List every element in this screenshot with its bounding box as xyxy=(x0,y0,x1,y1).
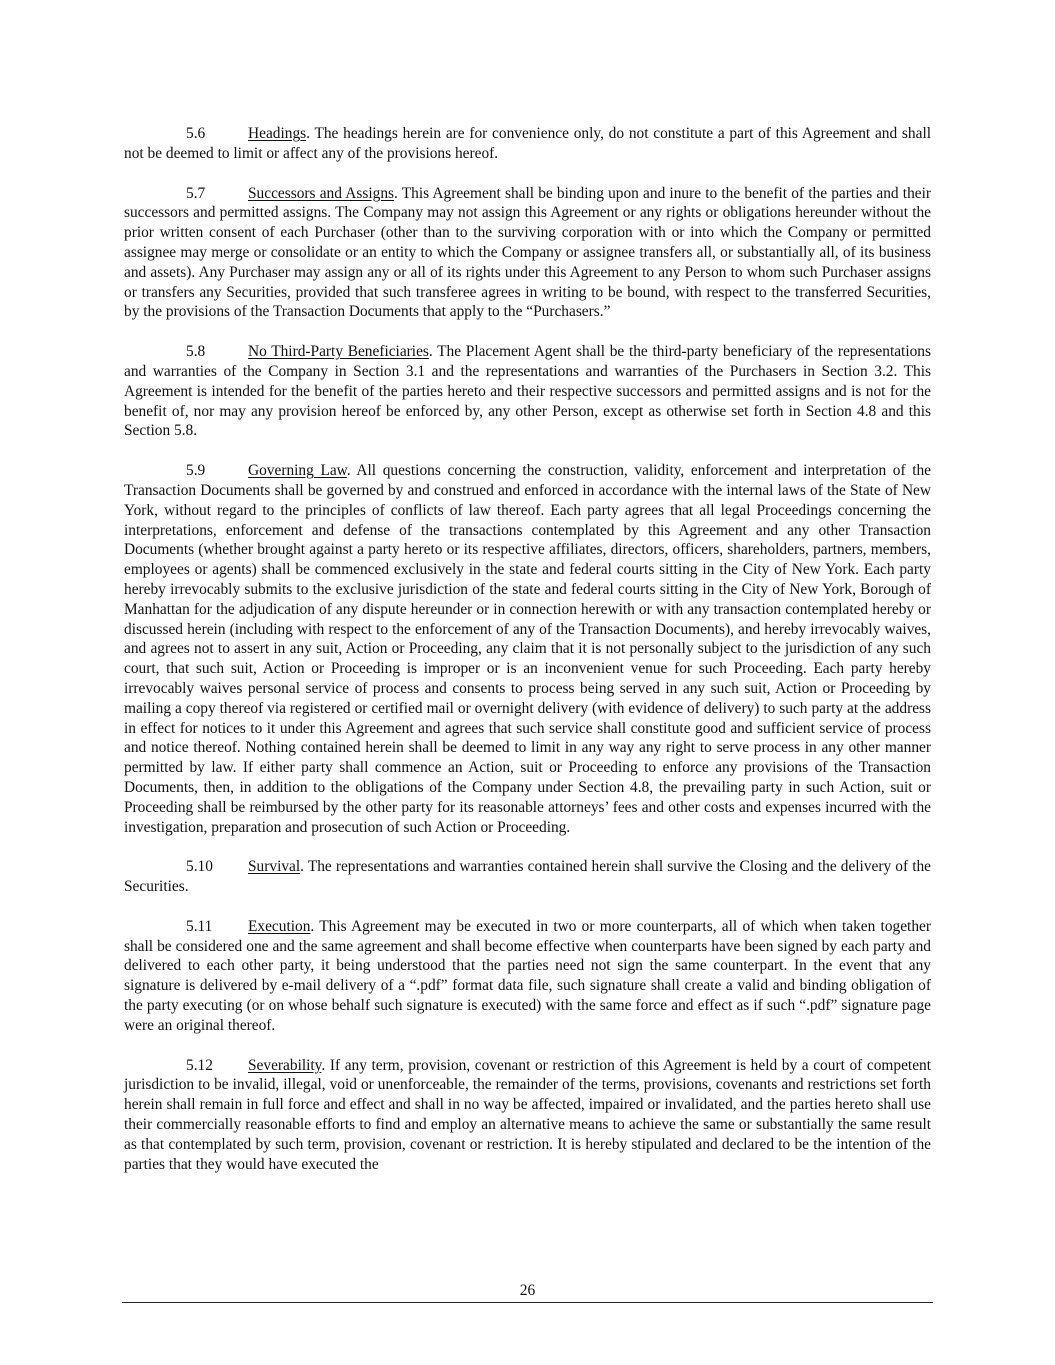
section-body: . The headings herein are for convenience only, do not constitute a part of this Agreement and shall not be deemed to limit or affect any of the provisions hereof. xyxy=(124,125,931,162)
section-body: . If any term, provision, covenant or restriction of this Agreement is held by a court of competent jurisdiction to be invalid, illegal, void or unenforceable, the remainder of the terms, provisions, covenants and restrictions set forth herein shall remain in full force and effect and shall in no way be affected, impaired or invalidated, and the parties hereto shall use their commercially reasonable efforts to find and employ an alternative means to achieve the same or substantially the same result as that contemplated by such term, provision, covenant or restriction. It is hereby stipulated and declared to be the intention of the parties that they would have executed the xyxy=(124,1056,931,1173)
section-5-12 xyxy=(124,1056,931,1175)
section-heading: Headings xyxy=(248,125,307,142)
section-5-11 xyxy=(124,917,931,1036)
section-5-9 xyxy=(124,461,931,837)
section-5-10 xyxy=(124,857,931,897)
section-number: 5.12 xyxy=(186,1056,213,1074)
page-number: 26 xyxy=(519,1282,536,1299)
section-body: . This Agreement shall be binding upon and inure to the benefit of the parties and their successors and permitted assigns. The Company may not assign this Agreement or any rights or obligations hereunder without the prior written consent of each Purchaser (other than to the surviving corporation with or into which the Company or permitted assignee may merge or consolidate or an entity to which the Company or assignee transfers all, or substantially all, of its business and assets). Any Purchaser may assign any or all of its rights under this Agreement to any Person to whom such Purchaser assigns or transfers any Securities, provided that such transferee agrees in writing to be bound, with respect to the transferred Securities, by the provisions of the Transaction Documents that apply to the “Purchasers.” xyxy=(124,184,931,321)
section-5-8 xyxy=(124,342,931,441)
section-number: 5.6 xyxy=(186,125,206,142)
section-number: 5.8 xyxy=(186,343,206,361)
section-body: . This Agreement may be executed in two or more counterparts, all of which when taken together shall be considered one and the same agreement and shall become effective when counterparts have been signed by each party and delivered to each other party, it being understood that the parties need not sign the same counterpart. In the event that any signature is delivered by e-mail delivery of a “.pdf” format data file, such signature shall create a valid and binding obligation of the party executing (or on whose behalf such signature is executed) with the same force and effect as if such “.pdf” signature page were an original thereof. xyxy=(124,917,931,1034)
footer-divider xyxy=(122,1302,933,1303)
section-body: . The Placement Agent shall be the third-party beneficiary of the representations and warranties of the Company in Section 3.1 and the representations and warranties of the Purchasers in Section 3.2. This Agreement is intended for the benefit of the parties hereto and their respective successors and permitted assigns and is not for the benefit of, nor may any provision hereof be enforced by, any other Person, except as otherwise set forth in Section 4.8 and this Section 5.8. xyxy=(124,343,931,440)
section-body: . All questions concerning the construction, validity, enforcement and interpretation of the Transaction Documents shall be governed by and construed and enforced in accordance with the internal laws of the State of New York, without regard to the principles of conflicts of law thereof. Each party agrees that all legal Proceedings concerning the interpretations, enforcement and defense of the transactions contemplated by this Agreement and any other Transaction Documents (whether brought against a party hereto or its respective affiliates, directors, officers, shareholders, partners, members, employees or agents) shall be commenced exclusively in the state and federal courts sitting in the City of New York. Each party hereby irrevocably submits to the exclusive jurisdiction of the state and federal courts sitting in the City of New York, Borough of Manhattan for the adjudication of any dispute hereunder or in connection herewith or with any transaction contemplated hereby or discussed herein (including with respect to the enforcement of any of the Transaction Documents), and hereby irrevocably waives, and agrees not to assert in any suit, Action or Proceeding, any claim that it is not personally subject to the jurisdiction of any such court, that such suit, Action or Proceeding is improper or is an inconvenient venue for such Proceeding. Each party hereby irrevocably waives personal service of process and consents to process being served in any such suit, Action or Proceeding by mailing a copy thereof via registered or certified mail or overnight delivery (with evidence of delivery) to such party at the address in effect for notices to it under this Agreement and agrees that such service shall constitute good and sufficient service of process and notice thereof. Nothing contained herein shall be deemed to limit in any way any right to serve process in any other manner permitted by law. If either party shall commence an Action, suit or Proceeding to enforce any provisions of the Transaction Documents, then, in addition to the obligations of the Company under Section 4.8, the prevailing party in such Action, suit or Proceeding shall be reimbursed by the other party for its reasonable attorneys’ fees and other costs and expenses incurred with the investigation, preparation and prosecution of such Action or Proceeding. xyxy=(124,462,931,836)
section-heading: Governing Law xyxy=(248,462,347,480)
section-heading: Execution xyxy=(248,917,311,935)
section-number: 5.7 xyxy=(186,184,206,202)
section-number: 5.9 xyxy=(186,462,206,480)
section-number: 5.11 xyxy=(186,917,213,935)
page-footer xyxy=(122,1281,933,1303)
section-body: . The representations and warranties contained herein shall survive the Closing and the delivery of the Securities. xyxy=(124,858,931,896)
section-heading: Successors and Assigns xyxy=(248,184,394,202)
section-5-7 xyxy=(124,184,931,323)
section-heading: Survival xyxy=(248,858,301,876)
document-page xyxy=(124,124,931,1194)
section-heading: No Third-Party Beneficiaries xyxy=(248,343,429,361)
section-number: 5.10 xyxy=(186,858,213,876)
section-heading: Severability xyxy=(248,1056,322,1074)
section-5-6 xyxy=(124,124,931,164)
